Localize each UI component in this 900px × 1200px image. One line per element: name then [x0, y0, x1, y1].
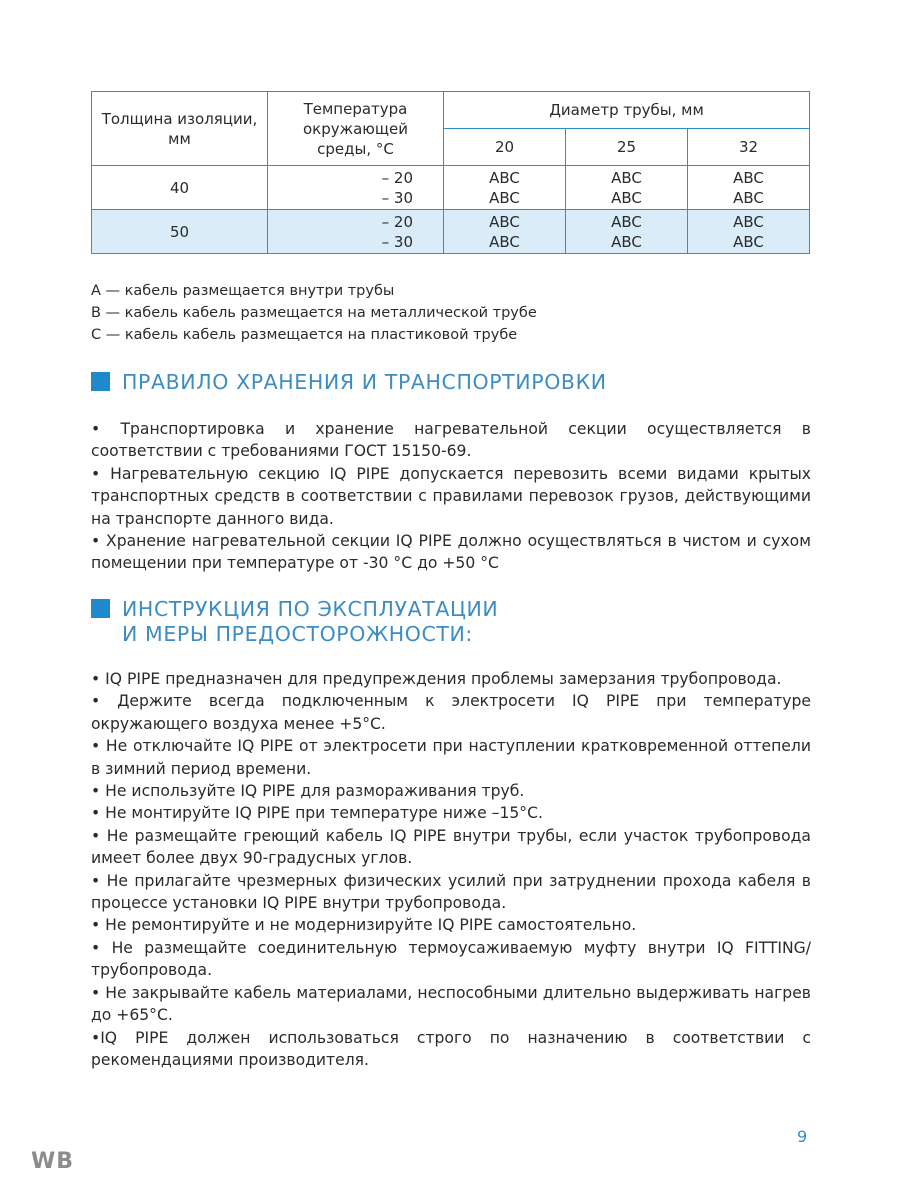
list-item: • Не ремонтируйте и не модернизируйте IQ PIPE самостоятельно.	[91, 916, 637, 935]
list-item: •IQ PIPE должен использоваться строго по назначению в соответствии с рекомендациями производителя.	[91, 1028, 811, 1069]
page-number: 9	[797, 1127, 808, 1146]
heading-square-icon	[91, 599, 110, 618]
list-item: • Держите всегда подключенным к электросети IQ PIPE при температуре окружающего воздуха менее +5°С.	[91, 692, 811, 733]
list-item: • Не закрывайте кабель материалами, неспособными длительно выдерживать нагрев до +65°С.	[91, 983, 811, 1025]
list-item: • Не размещайте соединительную термоусаживаемую муфту внутри IQ FITTING/трубопровода.	[91, 938, 811, 980]
header-pipe-diameter: Диаметр трубы, мм	[444, 92, 810, 129]
header-diameter-32: 32	[688, 129, 810, 166]
insulation-table	[91, 91, 810, 254]
placement-cell: ABC ABC	[688, 210, 810, 254]
header-diameter-20: 20	[444, 129, 566, 166]
thickness-cell: 50	[92, 210, 268, 254]
table-row	[92, 166, 810, 210]
placement-cell: ABC ABC	[444, 210, 566, 254]
heading-square-icon	[91, 372, 110, 391]
list-item: • IQ PIPE предназначен для предупреждения проблемы замерзания трубопровода.	[91, 670, 782, 688]
list-item: • Не прилагайте чрезмерных физических усилий при затруднении прохода кабеля в процессе установки IQ PIPE внутри трубопровода.	[91, 871, 811, 913]
list-item: • Транспортировка и хранение нагревательной секции осуществляется в соответствии с требованиями ГОСТ 15150-69.	[91, 420, 811, 461]
header-ambient-temperature: Температура окружающей среды, °С	[268, 92, 444, 166]
list-item: • Нагревательную секцию IQ PIPE допускается перевозить всеми видами крытых транспортных средств в соответствии с правилами перевозок грузов, действующими на транспорте данного вида.	[91, 464, 811, 528]
instructions-list	[91, 668, 811, 1071]
list-item: • Не используйте IQ PIPE для размораживания труб.	[91, 782, 525, 801]
legend-item: С — кабель кабель размещается на пластиковой трубе	[91, 327, 518, 343]
list-item: • Хранение нагревательной секции IQ PIPE должно осуществляться в чистом и сухом помещении при температуре от -30 °С до +50 °С	[91, 532, 811, 573]
table-row	[92, 210, 810, 254]
thickness-cell: 40	[92, 166, 268, 210]
list-item: • Не монтируйте IQ PIPE при температуре ниже –15°С.	[91, 804, 543, 823]
header-diameter-25: 25	[566, 129, 688, 166]
table-legend	[91, 280, 537, 346]
temperature-cell: – 20 – 30	[268, 166, 444, 210]
section-heading-storage: ПРАВИЛО ХРАНЕНИЯ И ТРАНСПОРТИРОВКИ	[91, 370, 607, 395]
watermark-logo: WB	[31, 1149, 75, 1174]
placement-cell: ABC ABC	[444, 166, 566, 210]
legend-item: А — кабель размещается внутри трубы	[91, 283, 395, 299]
placement-cell: ABC ABC	[566, 166, 688, 210]
header-insulation-thickness: Толщина изоляции, мм	[92, 92, 268, 166]
placement-cell: ABC ABC	[566, 210, 688, 254]
list-item: • Не отключайте IQ PIPE от электросети при наступлении кратковременной оттепели в зимний период времени.	[91, 737, 811, 778]
storage-paragraphs	[91, 418, 811, 575]
section-heading-instructions: ИНСТРУКЦИЯ ПО ЭКСПЛУАТАЦИИ И МЕРЫ ПРЕДОСТОРОЖНОСТИ:	[91, 597, 498, 647]
legend-item: B — кабель кабель размещается на металлической трубе	[91, 305, 537, 321]
placement-cell: ABC ABC	[688, 166, 810, 210]
temperature-cell: – 20 – 30	[268, 210, 444, 254]
list-item: • Не размещайте греющий кабель IQ PIPE внутри трубы, если участок трубопровода имеет более двух 90-градусных углов.	[91, 826, 811, 868]
